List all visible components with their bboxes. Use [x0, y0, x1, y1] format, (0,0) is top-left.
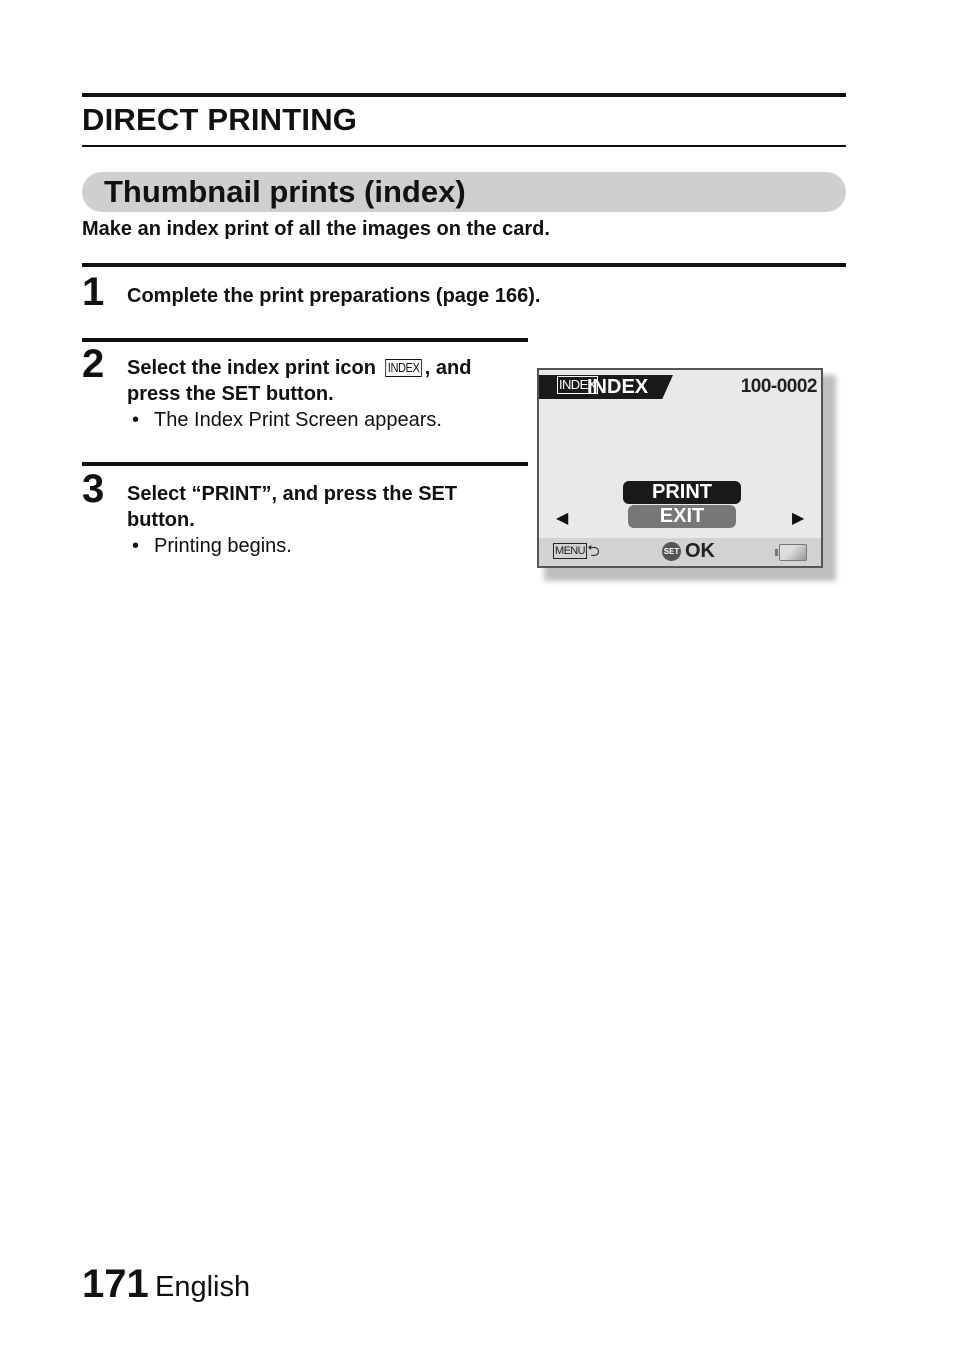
index-print-icon: INDEX — [385, 359, 422, 377]
step-3-text-line2: button. — [127, 509, 195, 531]
step-3-bullet-text: Printing begins. — [154, 535, 292, 557]
step-1-number: 1 — [82, 270, 105, 314]
section-rule — [82, 145, 846, 147]
menu-icon: MENU — [555, 545, 585, 557]
intro-text: Make an index print of all the images on the card. — [82, 218, 550, 240]
step-2-text-before: Select the index print icon — [127, 357, 376, 379]
step-2-text-after: , and — [424, 357, 472, 379]
step-3-rule — [82, 462, 528, 466]
step-3-bullet — [132, 533, 292, 559]
step-2-rule — [82, 338, 528, 342]
step-2-text — [127, 355, 471, 407]
battery-icon — [779, 544, 807, 561]
page-number: 171 — [82, 1262, 149, 1306]
subsection-title: Thumbnail prints (index) — [104, 174, 466, 209]
return-icon: ⮌ — [587, 543, 600, 560]
step-2-bullet-text: The Index Print Screen appears. — [154, 409, 442, 431]
bullet-dot-icon: • — [132, 409, 140, 431]
section-title: DIRECT PRINTING — [82, 102, 358, 137]
step-3-number: 3 — [82, 467, 105, 511]
language-label: English — [155, 1271, 251, 1303]
step-2-text-line2: press the SET button. — [127, 383, 334, 405]
exit-option[interactable]: EXIT — [628, 505, 736, 528]
screen-status-bar — [539, 538, 821, 566]
left-arrow-icon[interactable]: ◀ — [556, 510, 569, 527]
bullet-dot-icon: • — [132, 535, 140, 557]
step-3-text-line1: Select “PRINT”, and press the SET — [127, 483, 458, 505]
step-1-rule — [82, 263, 846, 267]
file-number: 100-0002 — [740, 376, 817, 397]
index-icon: INDEX — [559, 377, 596, 392]
ok-label: OK — [685, 540, 715, 562]
set-icon: SET — [662, 542, 681, 561]
step-2-bullet — [132, 407, 442, 433]
screen-tab-label: INDEX — [587, 376, 649, 398]
step-1-text: Complete the print preparations (page 166). — [127, 285, 541, 307]
step-2-number: 2 — [82, 342, 105, 386]
index-print-screen — [537, 368, 823, 568]
subsection-bar — [82, 172, 846, 212]
step-3-text — [127, 481, 457, 533]
print-option[interactable]: PRINT — [623, 481, 741, 504]
right-arrow-icon[interactable]: ▶ — [792, 510, 805, 527]
top-rule — [82, 93, 846, 97]
